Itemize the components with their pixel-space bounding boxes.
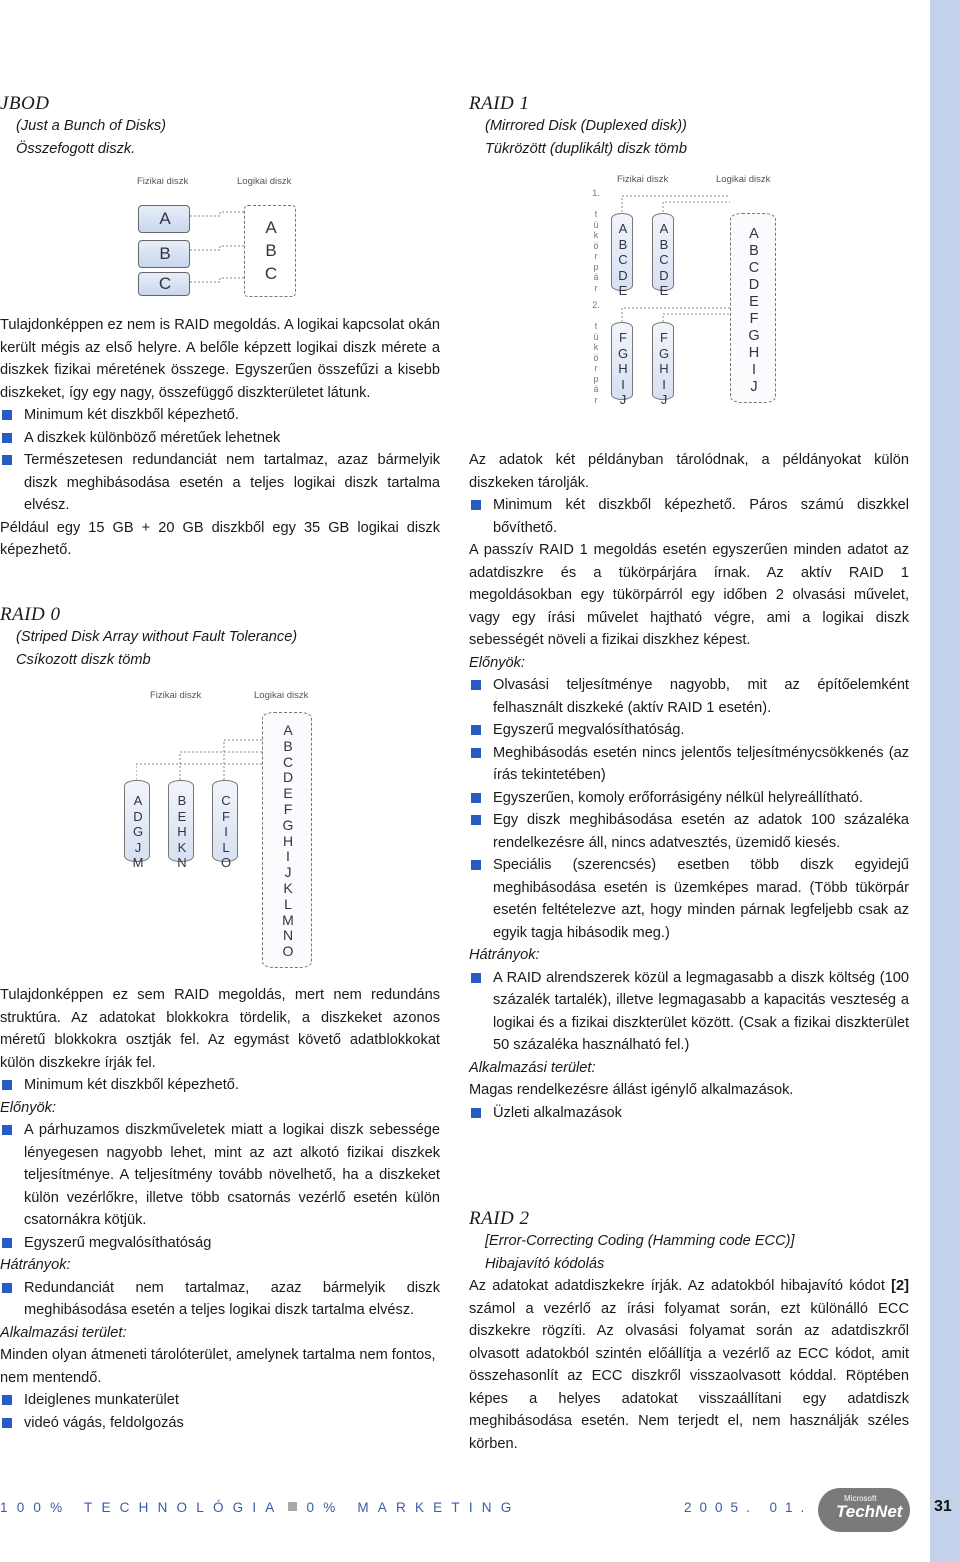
list-item: Egyszerű megvalósíthatóság	[0, 1232, 440, 1255]
raid0-paragraph: Tulajdonképpen ez sem RAID megoldás, mert nem redundáns struktúra. Az adatokat blokkokra tördelik, a diszkeket azonos méretű blokkokra osztják fel. Az egymást követő adatblokkokat külön diszkekre írják fel.	[0, 987, 440, 1071]
jbod-example: Például egy 15 GB + 20 GB diszkből egy 35 GB logikai diszk képezhető.	[0, 519, 440, 558]
raid0-body	[0, 984, 440, 1434]
raid0-title-block	[0, 604, 440, 671]
raid1-disk-2b	[652, 322, 674, 407]
raid1-disk-1b-letters: A B C D E	[659, 221, 669, 298]
raid0-logical-label: Logikai diszk	[254, 690, 309, 701]
raid0-bullet-list	[0, 1074, 440, 1097]
jbod-subtitle-en: (Just a Bunch of Disks)	[16, 118, 167, 134]
raid1-advantages-label: Előnyök:	[469, 654, 525, 671]
raid0-disadvantages-label: Hátrányok:	[0, 1257, 71, 1273]
footer-date: 2005. 01.	[684, 1500, 813, 1515]
jbod-bullet-list	[0, 404, 440, 517]
raid1-pair-2-label: 2. t ü k ö r p á r	[592, 300, 600, 405]
raid0-subtitle-en: (Striped Disk Array without Fault Tolerance)	[16, 629, 298, 645]
raid2-reference: [2]	[891, 1278, 909, 1294]
jbod-disk-a-letter: A	[159, 209, 171, 228]
raid0-disk-2	[168, 780, 194, 870]
raid1-physical-label: Fizikai diszk	[617, 174, 669, 185]
raid1-disadvantages-list	[469, 967, 909, 1057]
list-item: Olvasási teljesítménye nagyobb, mit az építőelemként felhasznált diszkeké (aktív RAID 1 esetén).	[469, 674, 909, 719]
jbod-logical-label: Logikai diszk	[237, 176, 292, 187]
raid1-disk-2a-letters: F G H I J	[617, 330, 629, 407]
list-item: Speciális (szerencsés) esetben több diszk egyidejű meghibásodása esetén is üzemképes marad. (Több tükörpár esetén feltételezve azt, hogy minden párnak legfeljebb csak az egyik tagja hibásodik meg.)	[469, 854, 909, 944]
raid2-subtitle-hu: Hibajavító kódolás	[485, 1255, 605, 1272]
raid0-connectors	[136, 728, 264, 782]
raid1-title-block	[469, 93, 909, 160]
raid2-text-start: Az adatokat adatdiszkekre írják. Az adatokból hibajavító kódot	[469, 1278, 892, 1294]
jbod-logical-letters: A B C	[264, 218, 278, 283]
raid1-usage-label: Alkalmazási terület:	[469, 1059, 596, 1076]
list-item: videó vágás, feldolgozás	[0, 1412, 440, 1435]
jbod-paragraph: Tulajdonképpen ez nem is RAID megoldás. A logikai kapcsolat okán került mégis az első helyre. A belőle képzett logikai diszk mérete a diszkek fizikai méretének összege. Egyszerűen összefűzi a kisebb diszkeket, így egy nagy, összefüggő diszkterületet látunk.	[0, 317, 440, 401]
list-item: A párhuzamos diszkműveletek miatt a logikai diszk sebessége lényegesen nagyobb lehet, mint az azt alkotó fizikai diszkek teljesítménye. A teljesítmény tovább növelhető, ha a diszkeket külön vezérlőkre, illetve több csatornás vezérlő esetén külön csatornákra kötjük.	[0, 1119, 440, 1232]
raid1-title: RAID 1	[469, 93, 530, 114]
jbod-physical-label: Fizikai diszk	[137, 176, 189, 187]
raid0-disk-2-letters: B E H K N	[177, 793, 187, 870]
square-bullet-icon	[288, 1502, 297, 1511]
raid1-usage-list	[469, 1102, 909, 1125]
raid0-disk-3-letters: C F I L O	[220, 793, 232, 870]
jbod-connectors	[190, 210, 246, 290]
list-item: Egyszerű megvalósíthatóság.	[469, 719, 909, 742]
raid0-subtitle-hu: Csíkozott diszk tömb	[16, 651, 151, 668]
jbod-body	[0, 314, 440, 562]
raid0-logical-letters: A B C D E F G H I J K L M N O	[282, 722, 294, 960]
list-item: Minimum két diszkből képezhető.	[0, 1074, 440, 1097]
raid1-usage-text: Magas rendelkezésre állást igénylő alkalmazások.	[469, 1082, 794, 1098]
list-item: Minimum két diszkből képezhető. Páros számú diszkkel bővíthető.	[469, 494, 909, 539]
raid0-disk-1-letters: A D G J M	[132, 793, 144, 870]
list-item: Egy diszk meghibásodása esetén az adatok 100 százaléka rendelkezésre áll, nincs adatvesztés, üzemidő kiesés.	[469, 809, 909, 854]
raid1-paragraph-1: Az adatok két példányban tárolódnak, a példányokat külön diszkeken tárolják.	[469, 452, 909, 491]
raid2-text-end: számol a vezérlő az írási folyamat során, ezt különálló ECC diszkekre rögzíti. Az olvasási folyamat során az adatdiszkről olvasott adatokból szintén előállítja a vezérlő az ECC kódot, amit összehasonlít az ECC diszkről visszaolvasott kóddal. Röptében képes a helyes adatokat visszaállítani egy adatdiszk meghibásodása esetén. Nem terjedt el, nem használják széles körben.	[469, 1300, 909, 1452]
list-item: Egyszerűen, komoly erőforrásigény nélkül helyreállítható.	[469, 787, 909, 810]
raid1-logical-label: Logikai diszk	[716, 174, 771, 185]
raid1-logical-disk	[730, 213, 776, 403]
footer-slogan	[0, 1500, 520, 1515]
jbod-disk-c-letter: C	[158, 274, 172, 293]
raid0-advantages-list	[0, 1119, 440, 1254]
raid0-disk-3	[212, 780, 238, 870]
raid0-title: RAID 0	[0, 604, 61, 625]
raid1-disadvantages-label: Hátrányok:	[469, 947, 540, 963]
list-item: A diszkek különböző méretűek lehetnek	[0, 427, 440, 450]
jbod-subtitle-hu: Összefogott diszk.	[16, 140, 136, 157]
raid0-usage-list	[0, 1389, 440, 1434]
raid2-subtitle-en: [Error-Correcting Coding (Hamming code ECC)]	[485, 1233, 795, 1249]
list-item: Ideiglenes munkaterület	[0, 1389, 440, 1412]
list-item: Üzleti alkalmazások	[469, 1102, 909, 1125]
raid2-paragraph	[469, 1275, 909, 1455]
list-item: Redundanciát nem tartalmaz, azaz bármelyik diszk meghibásodása esetén a teljes logikai diszk tartalma elvész.	[0, 1277, 440, 1322]
jbod-logical-disk	[244, 205, 296, 297]
raid1-logical-letters: A B C D E F G H I J	[748, 226, 760, 395]
footer-slogan-part-2: 0% MARKETING	[306, 1500, 521, 1515]
footer-slogan-part-1: 100% TECHNOLÓGIA	[0, 1500, 284, 1515]
raid0-usage-text: Minden olyan átmeneti tárolóterület, amelynek tartalma nem fontos, nem mentendő.	[0, 1347, 436, 1386]
raid1-disk-1a-letters: A B C D E	[618, 221, 628, 298]
technet-logo	[818, 1488, 910, 1532]
raid1-bullet-list	[469, 494, 909, 539]
jbod-title: JBOD	[0, 93, 50, 114]
raid1-paragraph-2: A passzív RAID 1 megoldás esetén egyszerűen minden adatot az adatdiszkre és a tükörpárjára írnak. Az aktív RAID 1 megoldásokban egy tükörpárról egy időben 2 olvasási művelet, vagy egy írási művelet hajtható végre, ami a logikai diszk sebességét növeli a fizikai diszkhez képest.	[469, 542, 909, 648]
raid1-subtitle-hu: Tükrözött (duplikált) diszk tömb	[485, 140, 687, 157]
raid0-disk-1	[124, 780, 150, 870]
raid1-subtitle-en: (Mirrored Disk (Duplexed disk))	[485, 118, 687, 134]
raid1-advantages-list	[469, 674, 909, 944]
list-item: Természetesen redundanciát nem tartalmaz, azaz bármelyik diszk meghibásodása esetén a teljes logikai diszk tartalma elvész.	[0, 449, 440, 517]
jbod-title-block	[0, 93, 440, 160]
jbod-disk-c	[138, 272, 190, 296]
jbod-disk-a	[138, 205, 190, 233]
jbod-disk-b	[138, 240, 190, 268]
page-side-bar	[930, 0, 960, 1562]
list-item: Minimum két diszkből képezhető.	[0, 404, 440, 427]
logo-microsoft-text: Microsoft	[844, 1494, 877, 1503]
raid0-advantages-label: Előnyök:	[0, 1099, 56, 1116]
raid0-disadvantages-list	[0, 1277, 440, 1322]
raid1-pair-1-label: 1. t ü k ö r p á r	[592, 188, 600, 293]
list-item: A RAID alrendszerek közül a legmagasabb a diszk költség (100 százalék tartalék), illetve legmagasabb a kapacitás veszteség a logikai és a fizikai diszkterület között. (Csak a fizikai diszkterület 50 százaléka használható fel.)	[469, 967, 909, 1057]
page-number: 31	[934, 1498, 952, 1515]
raid2-title: RAID 2	[469, 1208, 530, 1229]
raid1-connectors	[620, 190, 732, 330]
raid1-body	[469, 449, 909, 1124]
raid2-section	[469, 1208, 909, 1455]
raid1-disk-2b-letters: F G H I J	[658, 330, 670, 407]
logo-technet-text: TechNet	[836, 1502, 903, 1521]
raid0-physical-label: Fizikai diszk	[150, 690, 202, 701]
list-item: Meghibásodás esetén nincs jelentős teljesítménycsökkenés (az írás tekintetében)	[469, 742, 909, 787]
raid1-disk-2a	[611, 322, 633, 407]
raid0-logical-disk	[262, 712, 312, 968]
raid0-usage-label: Alkalmazási terület:	[0, 1324, 127, 1341]
jbod-disk-b-letter: B	[159, 244, 171, 263]
